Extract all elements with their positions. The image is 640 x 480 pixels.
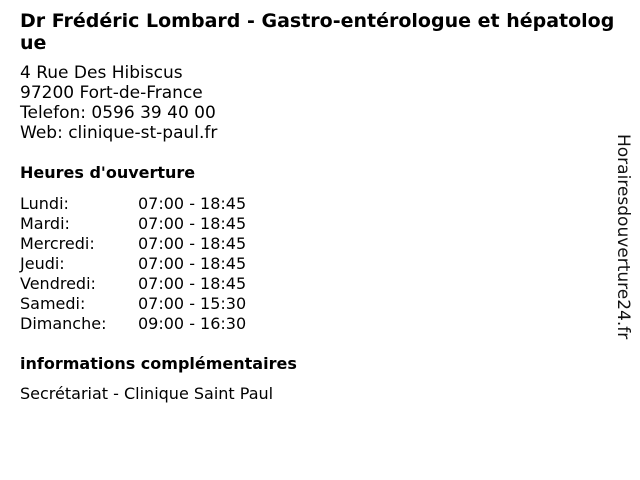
- hours-row-wednesday: [20, 234, 620, 254]
- street-address: 4 Rue Des Hibiscus: [20, 63, 183, 83]
- day-label: Jeudi:: [20, 254, 65, 273]
- time-range: 07:00 - 18:45: [138, 194, 247, 213]
- phone-number: Telefon: 0596 39 40 00: [20, 103, 216, 123]
- day-label: Lundi:: [20, 194, 69, 213]
- website-link[interactable]: Web: clinique-st-paul.fr: [20, 123, 218, 143]
- time-range: 07:00 - 15:30: [138, 294, 247, 313]
- day-label: Dimanche:: [20, 314, 107, 333]
- site-watermark: Horairesdouverture24.fr: [613, 134, 633, 340]
- additional-info-heading: informations complémentaires: [20, 354, 297, 373]
- business-card: [20, 10, 620, 404]
- hours-row-thursday: [20, 254, 620, 274]
- time-range: 07:00 - 18:45: [138, 214, 247, 233]
- hours-row-friday: [20, 274, 620, 294]
- time-range: 07:00 - 18:45: [138, 274, 247, 293]
- opening-hours-table: [20, 194, 620, 334]
- day-label: Samedi:: [20, 294, 86, 313]
- day-label: Mardi:: [20, 214, 70, 233]
- hours-row-sunday: [20, 314, 620, 334]
- time-range: 09:00 - 16:30: [138, 314, 247, 333]
- hours-row-saturday: [20, 294, 620, 314]
- city-address: 97200 Fort-de-France: [20, 83, 203, 103]
- time-range: 07:00 - 18:45: [138, 234, 247, 253]
- day-label: Mercredi:: [20, 234, 95, 253]
- opening-hours-heading: Heures d'ouverture: [20, 163, 196, 182]
- additional-info-text: Secrétariat - Clinique Saint Paul: [20, 384, 274, 403]
- address-block: [20, 63, 620, 143]
- time-range: 07:00 - 18:45: [138, 254, 247, 273]
- day-label: Vendredi:: [20, 274, 96, 293]
- page-title: Dr Frédéric Lombard - Gastro-entérologue et hépatologue: [20, 10, 615, 54]
- hours-row-monday: [20, 194, 620, 214]
- hours-row-tuesday: [20, 214, 620, 234]
